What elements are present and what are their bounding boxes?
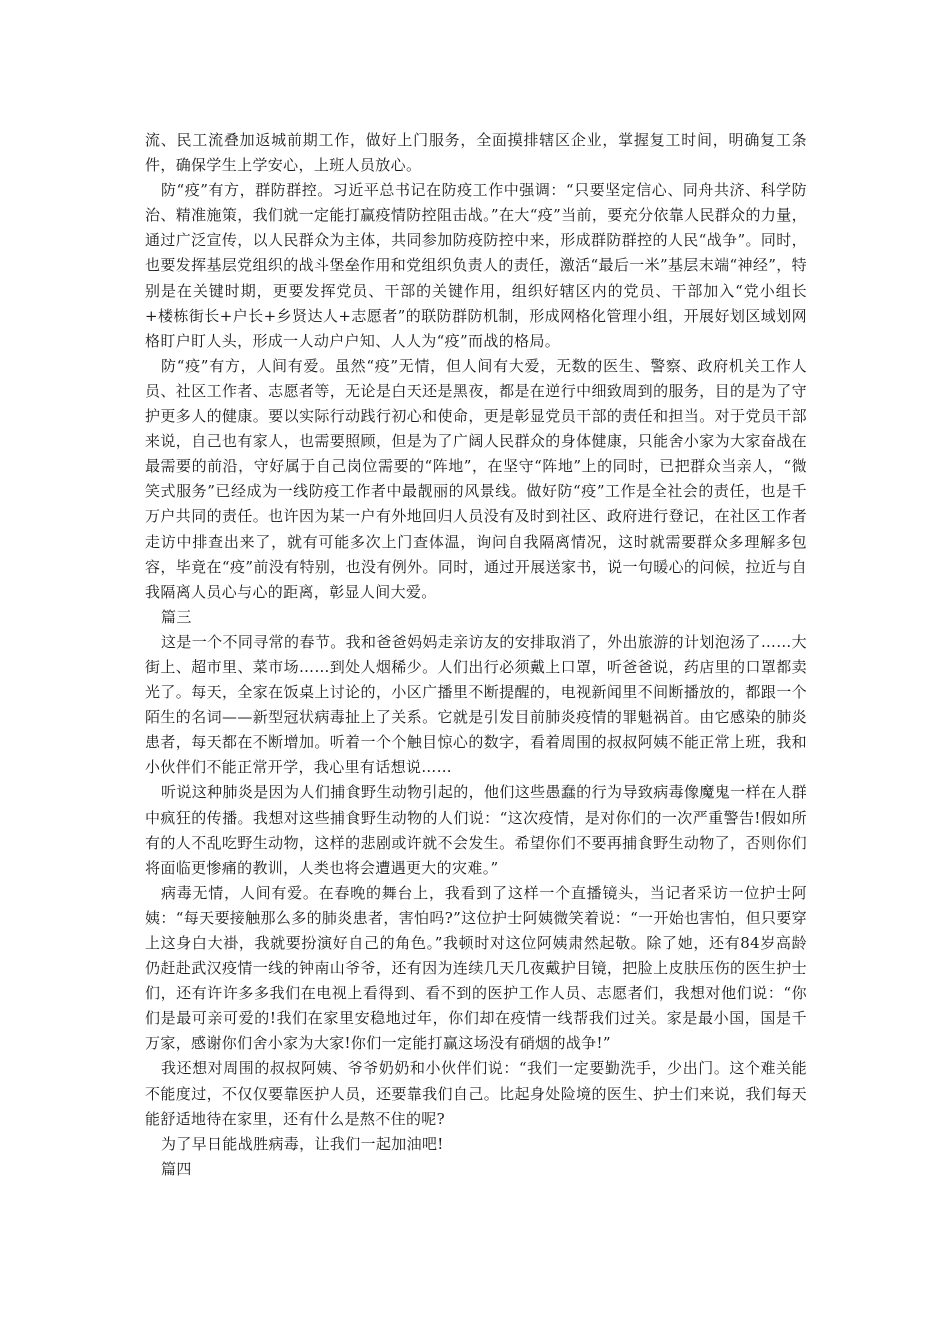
paragraph-wash-hands: 我还想对周围的叔叔阿姨、爷爷奶奶和小伙伴们说：“我们一定要勤洗手，少出门。这个难关能不能度过，不仅仅要靠医护人员，还要靠我们自己。比起身处险境的医生、护士们来说，我们每天能舒适地待在家里，还有什么是熬不住的呢?	[145, 1059, 807, 1128]
document-body	[145, 128, 807, 1182]
paragraph-intro: 流、民工流叠加返城前期工作，做好上门服务，全面摸排辖区企业，掌握复工时间，明确复工条件，确保学生上学安心，上班人员放心。	[145, 131, 807, 175]
paragraph-spring-festival: 这是一个不同寻常的春节。我和爸爸妈妈走亲访友的安排取消了，外出旅游的计划泡汤了……大街上、超市里、菜市场……到处人烟稀少。人们出行必须戴上口罩，听爸爸说，药店里的口罩都卖光了。每天，全家在饭桌上讨论的，小区广播里不断提醒的，电视新闻里不间断播放的，都跟一个陌生的名词——新型冠状病毒扯上了关系。它就是引发目前肺炎疫情的罪魁祸首。由它感染的肺炎患者，每天都在不断增加。听着一个个触目惊心的数字，看着周围的叔叔阿姨不能正常上班，我和小伙伴们不能正常开学，我心里有话想说……	[145, 632, 807, 777]
paragraph-love-in-world: 防“疫”有方，人间有爱。虽然“疫”无情，但人间有大爱，无数的医生、警察、政府机关工作人员、社区工作者、志愿者等，无论是白天还是黑夜，都是在逆行中细致周到的服务，目的是为了守护更多人的健康。要以实际行动践行初心和使命，更是彰显党员干部的责任和担当。对于党员干部来说，自己也有家人，也需要照顾，但是为了广阔人民群众的身体健康，只能舍小家为大家奋战在最需要的前沿，守好属于自己岗位需要的“阵地”，在坚守“阵地”上的同时，已把群众当亲人，“微笑式服务”已经成为一线防疫工作者中最靓丽的风景线。做好防“疫”工作是全社会的责任，也是千万户共同的责任。也许因为某一户有外地回归人员没有及时到社区、政府进行登记，在社区工作者走访中排查出来了，就有可能多次上门查体温，询问自我隔离情况，这时就需要群众多理解多包容，毕竟在“疫”前没有特别，也没有例外。同时，通过开展送家书，说一句暖心的问候，拉近与自我隔离人员心与心的距离，彰显人间大爱。	[145, 356, 807, 601]
paragraph-cheer-up: 为了早日能战胜病毒，让我们一起加油吧!	[161, 1134, 444, 1153]
paragraph-group-prevention: 防“疫”有方，群防群控。习近平总书记在防疫工作中强调：“只要坚定信心、同舟共济、科学防治、精准施策，我们就一定能打赢疫情防控阻击战。”在大“疫”当前，要充分依靠人民群众的力量，通过广泛宣传，以人民群众为主体，共同参加防疫防控中来，形成群防群控的人民“战争”。同时，也要发挥基层党组织的战斗堡垒作用和党组织负责人的责任，激活“最后一米”基层末端“神经”，特别是在关键时期，更要发挥党员、干部的关键作用，组织好辖区内的党员、干部加入“党小组长+楼栋街长+户长+乡贤达人+志愿者”的联防群防机制，形成网格化管理小组，开展好划区域划网格盯户盯人头，形成一人动户户知、人人为“疫”而战的格局。	[145, 181, 807, 350]
section-heading-part-four: 篇四	[161, 1159, 192, 1178]
paragraph-medical-workers: 病毒无情，人间有爱。在春晚的舞台上，我看到了这样一个直播镜头，当记者采访一位护士阿姨：“每天要接触那么多的肺炎患者，害怕吗?”这位护士阿姨微笑着说：“一开始也害怕，但只要穿上这身白大褂，我就要扮演好自己的角色。”我顿时对这位阿姨肃然起敬。除了她，还有84岁高龄仍赶赴武汉疫情一线的钟南山爷爷，还有因为连续几天几夜戴护目镜，把脸上皮肤压伤的医生护士们，还有许许多多我们在电视上看得到、看不到的医护工作人员、志愿者们，我想对他们说：“你们是最可亲可爱的!我们在家里安稳地过年，你们却在疫情一线帮我们过关。家是最小国，国是千万家，感谢你们舍小家为大家!你们一定能打赢这场没有硝烟的战争!”	[145, 883, 807, 1053]
section-heading-part-three: 篇三	[161, 607, 192, 626]
paragraph-wild-animals: 听说这种肺炎是因为人们捕食野生动物引起的，他们这些愚蠢的行为导致病毒像魔鬼一样在人群中疯狂的传播。我想对这些捕食野生动物的人们说：“这次疫情，是对你们的一次严重警告!假如所有的人不乱吃野生动物，这样的悲剧或许就不会发生。希望你们不要再捕食野生动物了，否则你们将面临更惨痛的教训，人类也将会遭遇更大的灾难。”	[145, 783, 807, 877]
